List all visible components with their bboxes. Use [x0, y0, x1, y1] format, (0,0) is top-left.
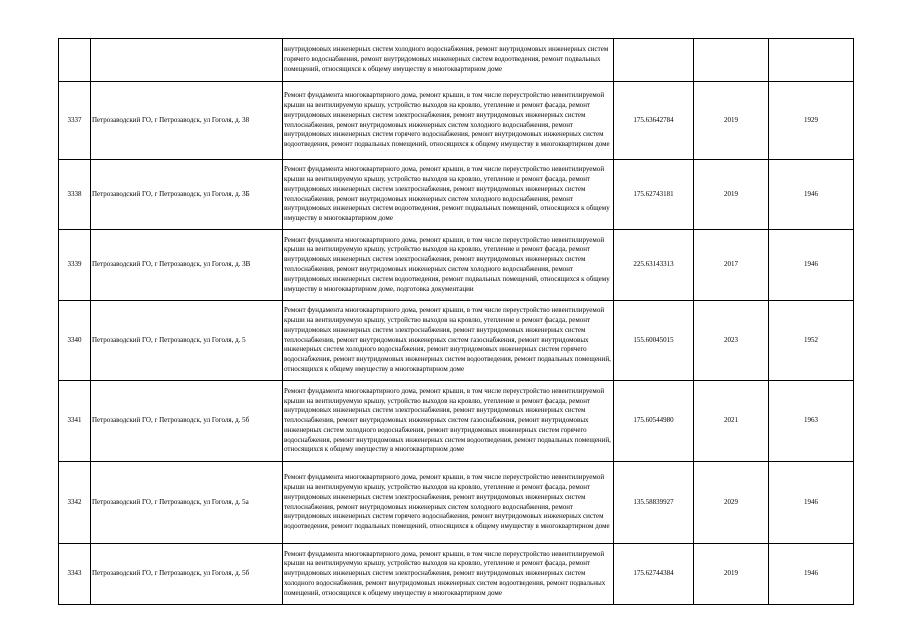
repair-year: 2023	[694, 301, 769, 381]
repair-works: Ремонт фундамента многоквартирного дома, ремонт крыши, в том числе переустройство невентилируемой крыши на вентилируемую крышу, устройство выходов на кровлю, утепление и ремонт фасада, ремонт внутридомовых инженерных систем электроснабжения, ремонт внутридомовых инженерных систем теплоснабжения, ремонт внутридомовых инженерных систем холодного водоснабжения, ремонт внутридомовых инженерных систем горячего водоснабжения, ремонт внутридомовых инженерных систем водоотведения, ремонт подвальных помещений, относящихся к общему имуществу в многоквартирном доме	[283, 462, 614, 544]
house-address	[91, 39, 283, 82]
repair-works: Ремонт фундамента многоквартирного дома, ремонт крыши, в том числе переустройство невентилируемой крыши на вентилируемую крышу, устройство выходов на кровлю, утепление и ремонт фасада, ремонт внутридомовых инженерных систем электроснабжения, ремонт внутридомовых инженерных систем теплоснабжения, ремонт внутридомовых инженерных систем холодного водоснабжения, ремонт внутридомовых инженерных систем водоотведения, ремонт подвальных помещений, относящихся к общему имуществу в многоквартирном доме, подготовка документации	[283, 230, 614, 301]
repair-year: 2029	[694, 462, 769, 544]
table-row	[59, 39, 854, 82]
house-address: Петрозаводский ГО, г Петрозаводск, ул Гоголя, д. 3Б	[91, 160, 283, 230]
row-number: 3339	[59, 230, 91, 301]
repair-cost: 225.63143313	[614, 230, 694, 301]
build-year: 1946	[769, 230, 854, 301]
build-year: 1952	[769, 301, 854, 381]
table-row	[59, 230, 854, 301]
repair-year: 2019	[694, 544, 769, 605]
table-row	[59, 160, 854, 230]
repair-year	[694, 39, 769, 82]
repair-cost: 175.62744384	[614, 544, 694, 605]
row-number: 3341	[59, 381, 91, 462]
repair-works: Ремонт фундамента многоквартирного дома, ремонт крыши, в том числе переустройство невентилируемой крыши на вентилируемую крышу, устройство выходов на кровлю, утепление и ремонт фасада, ремонт внутридомовых инженерных систем электроснабжения, ремонт внутридомовых инженерных систем теплоснабжения, ремонт внутридомовых инженерных систем газоснабжения, ремонт внутридомовых инженерных систем холодного водоснабжения, ремонт внутридомовых инженерных систем горячего водоснабжения, ремонт внутридомовых инженерных систем водоотведения, ремонт подвальных помещений, относящихся к общему имуществу в многоквартирном доме	[283, 301, 614, 381]
repair-cost: 155.60045015	[614, 301, 694, 381]
house-address: Петрозаводский ГО, г Петрозаводск, ул Гоголя, д. 3В	[91, 230, 283, 301]
repair-cost: 175.63642784	[614, 82, 694, 160]
house-address: Петрозаводский ГО, г Петрозаводск, ул Гоголя, д. 5	[91, 301, 283, 381]
repair-year: 2019	[694, 160, 769, 230]
repair-works: внутридомовых инженерных систем холодного водоснабжения, ремонт внутридомовых инженерных систем горячего водоснабжения, ремонт внутридомовых инженерных систем водоотведения, ремонт подвальных помещений, относящихся к общему имуществу в многоквартирном доме	[283, 39, 614, 82]
house-address: Петрозаводский ГО, г Петрозаводск, ул Гоголя, д. 5б	[91, 544, 283, 605]
house-address: Петрозаводский ГО, г Петрозаводск, ул Гоголя, д. 5а	[91, 462, 283, 544]
repair-cost: 135.58839927	[614, 462, 694, 544]
repair-cost: 175.62743181	[614, 160, 694, 230]
repair-cost: 175.60544980	[614, 381, 694, 462]
repair-works: Ремонт фундамента многоквартирного дома, ремонт крыши, в том числе переустройство невентилируемой крыши на вентилируемую крышу, устройство выходов на кровлю, утепление и ремонт фасада, ремонт внутридомовых инженерных систем электроснабжения, ремонт внутридомовых инженерных систем теплоснабжения, ремонт внутридомовых инженерных систем холодного водоснабжения, ремонт внутридомовых инженерных систем горячего водоснабжения, ремонт внутридомовых инженерных систем водоотведения, ремонт подвальных помещений, относящихся к общему имуществу в многоквартирном доме	[283, 82, 614, 160]
repair-works: Ремонт фундамента многоквартирного дома, ремонт крыши, в том числе переустройство невентилируемой крыши на вентилируемую крышу, устройство выходов на кровлю, утепление и ремонт фасада, ремонт внутридомовых инженерных систем электроснабжения, ремонт внутридомовых инженерных систем теплоснабжения, ремонт внутридомовых инженерных систем газоснабжения, ремонт внутридомовых инженерных систем холодного водоснабжения, ремонт внутридомовых инженерных систем горячего водоснабжения, ремонт внутридомовых инженерных систем водоотведения, ремонт подвальных помещений, относящихся к общему имуществу в многоквартирном доме	[283, 381, 614, 462]
table-row	[59, 544, 854, 605]
repair-works: Ремонт фундамента многоквартирного дома, ремонт крыши, в том числе переустройство невентилируемой крыши на вентилируемую крышу, устройство выходов на кровлю, утепление и ремонт фасада, ремонт внутридомовых инженерных систем электроснабжения, ремонт внутридомовых инженерных систем теплоснабжения, ремонт внутридомовых инженерных систем холодного водоснабжения, ремонт внутридомовых инженерных систем водоотведения, ремонт подвальных помещений, относящихся к общему имуществу в многоквартирном доме	[283, 160, 614, 230]
build-year: 1929	[769, 82, 854, 160]
row-number	[59, 39, 91, 82]
repair-year: 2017	[694, 230, 769, 301]
table-row	[59, 462, 854, 544]
row-number: 3338	[59, 160, 91, 230]
repair-works: Ремонт фундамента многоквартирного дома, ремонт крыши, в том числе переустройство невентилируемой крыши на вентилируемую крышу, устройство выходов на кровлю, утепление и ремонт фасада, ремонт внутридомовых инженерных систем электроснабжения, ремонт внутридомовых инженерных систем холодного водоснабжения, ремонт внутридомовых инженерных систем водоотведения, ремонт подвальных помещений, относящихся к общему имуществу в многоквартирном доме	[283, 544, 614, 605]
row-number: 3342	[59, 462, 91, 544]
row-number: 3337	[59, 82, 91, 160]
table-row	[59, 381, 854, 462]
table-row	[59, 82, 854, 160]
build-year: 1963	[769, 381, 854, 462]
housing-repair-table	[58, 38, 854, 605]
repair-year: 2021	[694, 381, 769, 462]
repair-year: 2019	[694, 82, 769, 160]
row-number: 3340	[59, 301, 91, 381]
build-year: 1946	[769, 544, 854, 605]
house-address: Петрозаводский ГО, г Петрозаводск, ул Гоголя, д. 38	[91, 82, 283, 160]
repair-cost	[614, 39, 694, 82]
house-address: Петрозаводский ГО, г Петрозаводск, ул Гоголя, д. 5б	[91, 381, 283, 462]
build-year	[769, 39, 854, 82]
build-year: 1946	[769, 462, 854, 544]
row-number: 3343	[59, 544, 91, 605]
table-row	[59, 301, 854, 381]
build-year: 1946	[769, 160, 854, 230]
